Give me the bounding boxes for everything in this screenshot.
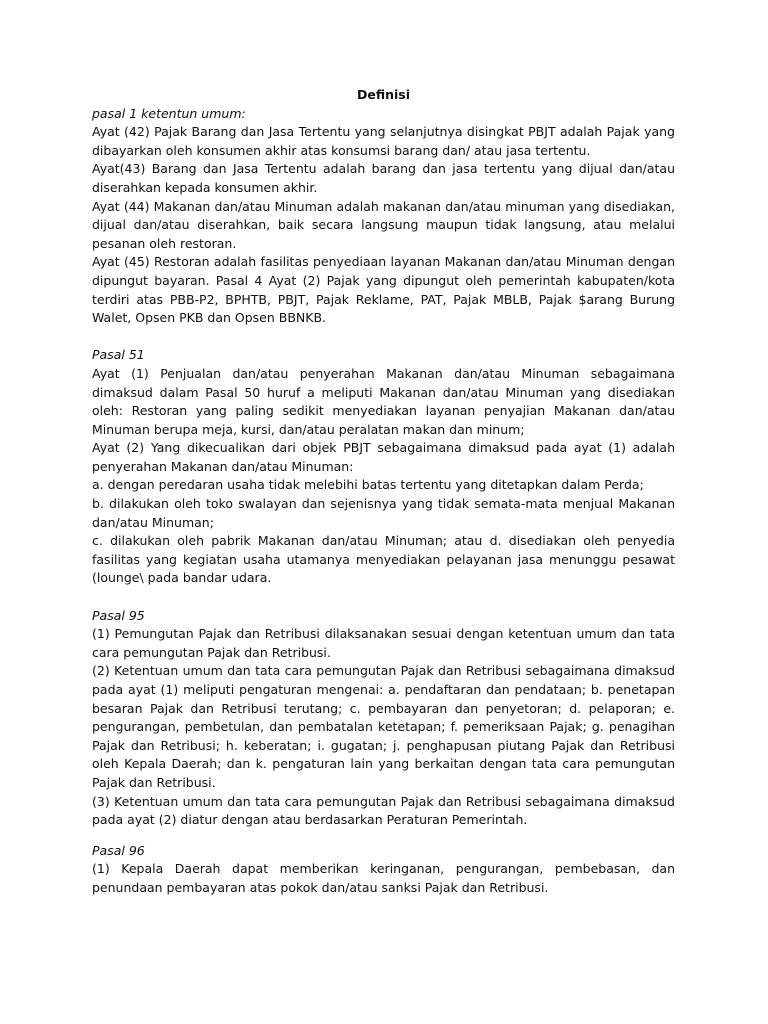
- paragraph-ayat-45: Ayat (45) Restoran adalah fasilitas penyediaan layanan Makanan dan/atau Minuman dengan dipungut bayaran. Pasal 4 Ayat (2) Pajak yang dipungut oleh pemerintah kabupaten/kota terdiri atas PBB-P2, BPHTB, PBJT, Pajak Reklame, PAT, Pajak MBLB, Pajak $arang Burung Walet, Opsen PKB dan Opsen BBNKB.: [92, 254, 675, 326]
- paragraph-ayat-43: Ayat(43) Barang dan Jasa Tertentu adalah barang dan jasa tertentu yang dijual dan/atau diserahkan kepada konsumen akhir.: [92, 161, 675, 195]
- list-item-a: a. dengan peredaran usaha tidak melebihi batas tertentu yang ditetapkan dalam Perda;: [92, 477, 644, 493]
- paragraph-ayat-1: (1) Pemungutan Pajak dan Retribusi dilaksanakan sesuai dengan ketentuan umum dan tata cara pemungutan Pajak dan Retribusi.: [92, 626, 675, 660]
- list-item-c: c. dilakukan oleh pabrik Makanan dan/atau Minuman; atau d. disediakan oleh penyedia fasilitas yang kegiatan usaha utamanya menyediakan pelayanan jasa menunggu pesawat (lounge\ pada bandar udara.: [92, 533, 675, 586]
- paragraph-ayat-1: Ayat (1) Penjualan dan/atau penyerahan Makanan dan/atau Minuman sebagaimana dimaksud dalam Pasal 50 huruf a meliputi Makanan dan/atau Minuman yang disediakan oleh: Restoran yang paling sedikit menyediakan layanan penyajian Makanan dan/atau Minuman berupa meja, kursi, dan/atau peralatan makan dan minum;: [92, 365, 675, 437]
- paragraph-ayat-2: (2) Ketentuan umum dan tata cara pemungutan Pajak dan Retribusi sebagaimana dimaksud pada ayat (1) meliputi pengaturan mengenai: a. pendaftaran dan pendataan; b. penetapan besaran Pajak dan Retribusi terutang; c. pembayaran dan penyetoran; d. pelaporan; e. pengurangan, pembetulan, dan pembatalan ketetapan; f. pemeriksaan Pajak; g. penagihan Pajak dan Retribusi; h. keberatan; i. gugatan; j. penghapusan piutang Pajak dan Retribusi oleh Kepala Daerah; dan k. pengaturan lain yang berkaitan dengan tata cara pemungutan Pajak dan Retribusi.: [92, 663, 675, 790]
- section-pasal-1: [92, 105, 675, 328]
- paragraph-ayat-44: Ayat (44) Makanan dan/atau Minuman adalah makanan dan/atau minuman yang disediakan, dijual dan/atau diserahkan, baik secara langsung maupun tidak langsung, atau melalui pesanan oleh restoran.: [92, 198, 675, 251]
- document-title: Definisi: [356, 87, 411, 102]
- section-pasal-95: [92, 607, 675, 830]
- paragraph-ayat-1: (1) Kepala Daerah dapat memberikan keringanan, pengurangan, pembebasan, dan penundaan pembayaran atas pokok dan/atau sanksi Pajak dan Retribusi.: [92, 861, 675, 895]
- list-item-b: b. dilakukan oleh toko swalayan dan sejenisnya yang tidak semata-mata menjual Makanan dan/atau Minuman;: [92, 496, 675, 530]
- section-heading: Pasal 96: [92, 842, 145, 858]
- paragraph-ayat-3: (3) Ketentuan umum dan tata cara pemungutan Pajak dan Retribusi sebagaimana dimaksud pada ayat (2) diatur dengan atau berdasarkan Peraturan Pemerintah.: [92, 793, 675, 828]
- paragraph-ayat-2: Ayat (2) Yang dikecualikan dari objek PBJT sebagaimana dimaksud pada ayat (1) adalah penyerahan Makanan dan/atau Minuman:: [92, 440, 675, 474]
- document-page: [92, 86, 675, 898]
- section-pasal-96: [92, 842, 675, 898]
- paragraph-ayat-42: Ayat (42) Pajak Barang dan Jasa Tertentu yang selanjutnya disingkat PBJT adalah Pajak yang dibayarkan oleh konsumen akhir atas konsumsi barang dan/ atau jasa tertentu.: [92, 124, 675, 158]
- section-spacer: [92, 588, 675, 607]
- section-pasal-51: [92, 346, 675, 588]
- section-heading: pasal 1 ketentun umum:: [92, 105, 246, 121]
- section-spacer: [92, 328, 675, 347]
- section-heading: Pasal 95: [92, 607, 145, 623]
- section-spacer: [92, 830, 675, 842]
- section-heading: Pasal 51: [92, 347, 145, 363]
